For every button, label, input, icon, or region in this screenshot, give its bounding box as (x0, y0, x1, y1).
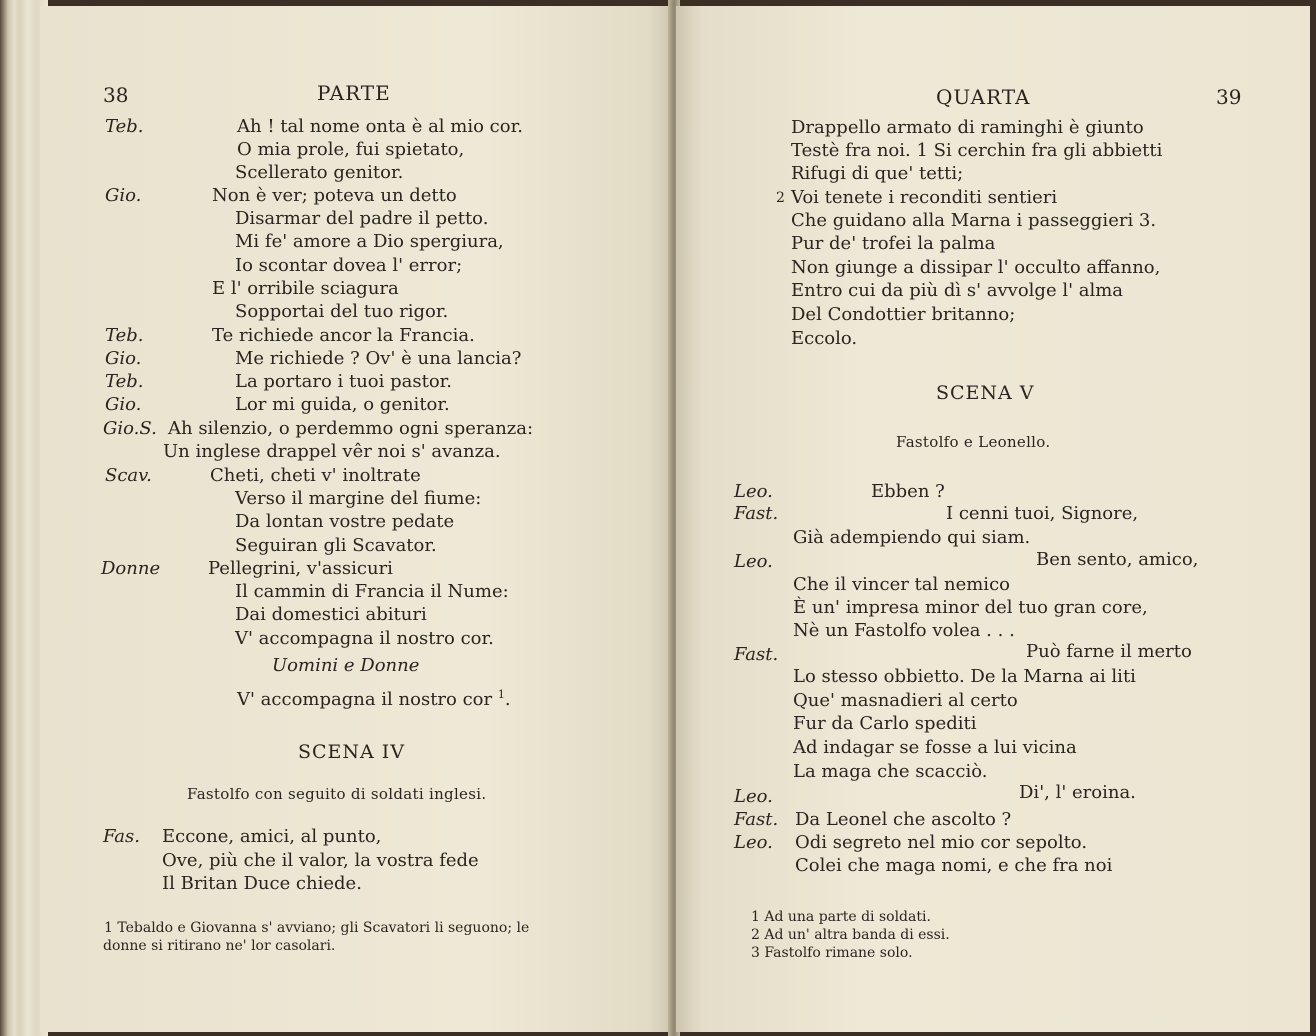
chorus-label: Uomini e Donne (272, 655, 420, 676)
verse-line: Scellerato genitor. (235, 162, 404, 183)
footnote: 1 Tebaldo e Giovanna s' avviano; gli Scavatori li seguono; le (104, 920, 530, 936)
verse-line: Ben sento, amico, (1036, 549, 1199, 570)
footnote: 2 Ad un' altra banda di essi. (751, 927, 950, 943)
verse-line: La maga che scacciò. (793, 761, 988, 782)
verse-line: O mia prole, fui spietato, (237, 139, 465, 160)
scene-title: SCENA V (936, 382, 1035, 404)
verse-line: Che guidano alla Marna i passeggieri 3. (791, 210, 1157, 231)
verse-line: Disarmar del padre il petto. (235, 208, 489, 229)
verse-line: Me richiede ? Ov' è una lancia? (235, 348, 522, 369)
verse-line: E l' orribile sciagura (212, 278, 399, 299)
right-page-number: 39 (1216, 85, 1242, 109)
verse-line: Il Britan Duce chiede. (162, 873, 362, 894)
verse-line: Lo stesso obbietto. De la Marna ai liti (793, 666, 1136, 687)
verse-line: Ove, più che il valor, la vostra fede (162, 850, 479, 871)
right-running-head: QUARTA (936, 85, 1031, 109)
verse-line: Non è ver; poteva un detto (212, 185, 457, 206)
footnote: 3 Fastolfo rimane solo. (751, 945, 913, 961)
verse-line: Sopportai del tuo rigor. (235, 301, 449, 322)
verse-line: Drappello armato di raminghi è giunto (791, 117, 1144, 138)
verse-line: Ebben ? (871, 481, 945, 502)
speaker-label: Gio.S. (103, 418, 157, 439)
speaker-label: Gio. (105, 185, 142, 206)
footnote: 1 Ad una parte di soldati. (751, 909, 931, 925)
verse-line: Che il vincer tal nemico (793, 574, 1010, 595)
speaker-label: Fast. (734, 503, 779, 524)
verse-line: Io scontar dovea l' error; (235, 255, 463, 276)
verse-line: Cheti, cheti v' inoltrate (210, 465, 421, 486)
verse-line: Da Leonel che ascolto ? (795, 809, 1012, 830)
speaker-label: Teb. (105, 116, 144, 137)
scene-direction: Fastolfo con seguito di soldati inglesi. (187, 785, 487, 803)
verse-line: Già adempiendo qui siam. (793, 527, 1031, 548)
verse-line: Pur de' trofei la palma (791, 233, 996, 254)
verse-line: Odi segreto nel mio cor sepolto. (795, 832, 1088, 853)
speaker-label: Teb. (105, 325, 144, 346)
verse-line: Mi fe' amore a Dio spergiura, (235, 231, 504, 252)
verse-line: Pellegrini, v'assicuri (208, 558, 393, 579)
verse-line: Dai domestici abituri (235, 604, 427, 625)
speaker-label: Fas. (103, 826, 140, 847)
verse-line: V' accompagna il nostro cor. (235, 628, 494, 649)
verse-line: Fur da Carlo spediti (793, 713, 977, 734)
chorus-line: V' accompagna il nostro cor $^1$. (237, 688, 511, 710)
left-page-number: 38 (103, 83, 129, 107)
verse-line: Voi tenete i reconditi sentieri (791, 187, 1058, 208)
speaker-label: Gio. (105, 394, 142, 415)
footnote: donne si ritirano ne' lor casolari. (103, 938, 336, 954)
speaker-label: Leo. (734, 786, 773, 807)
footnote-marker: 2 (776, 190, 785, 206)
speaker-label: Fast. (734, 644, 779, 665)
verse-line: Seguiran gli Scavator. (235, 535, 437, 556)
verse-line: Colei che maga nomi, e che fra noi (795, 855, 1113, 876)
verse-line: Verso il margine del fiume: (235, 488, 482, 509)
verse-line: Ah ! tal nome onta è al mio cor. (237, 116, 523, 137)
verse-line: Può farne il merto (1026, 641, 1192, 662)
verse-line: Que' masnadieri al certo (793, 690, 1018, 711)
verse-line: Te richiede ancor la Francia. (212, 325, 475, 346)
verse-line: Un inglese drappel vêr noi s' avanza. (163, 441, 501, 462)
scene-title: SCENA IV (298, 741, 406, 763)
speaker-label: Fast. (734, 809, 779, 830)
verse-line: I cenni tuoi, Signore, (946, 503, 1139, 524)
left-running-head: PARTE (317, 81, 391, 105)
verse-line: Entro cui da più dì s' avvolge l' alma (791, 280, 1124, 301)
verse-line: Da lontan vostre pedate (235, 511, 455, 532)
verse-line: Rifugi di que' tetti; (791, 163, 964, 184)
verse-line: Eccolo. (791, 328, 858, 349)
scene-direction: Fastolfo e Leonello. (896, 433, 1051, 451)
verse-line: Ah silenzio, o perdemmo ogni speranza: (168, 418, 534, 439)
verse-line: Il cammin di Francia il Nume: (235, 581, 509, 602)
verse-line: È un' impresa minor del tuo gran core, (793, 597, 1148, 618)
speaker-label: Donne (101, 558, 161, 579)
verse-line: Eccone, amici, al punto, (162, 826, 382, 847)
verse-line: Nè un Fastolfo volea . . . (793, 620, 1015, 641)
verse-line: Testè fra noi. 1 Si cerchin fra gli abbietti (791, 140, 1163, 161)
verse-line: Non giunge a dissipar l' occulto affanno, (791, 257, 1161, 278)
speaker-label: Scav. (105, 465, 152, 486)
verse-line: Del Condottier britanno; (791, 304, 1016, 325)
footnote-marker: 1 (497, 688, 505, 701)
speaker-label: Leo. (734, 551, 773, 572)
speaker-label: Gio. (105, 348, 142, 369)
speaker-label: Teb. (105, 371, 144, 392)
verse-line: La portaro i tuoi pastor. (235, 371, 453, 392)
verse-line: Ad indagar se fosse a lui vicina (793, 737, 1077, 758)
speaker-label: Leo. (734, 481, 773, 502)
verse-line: Lor mi guida, o genitor. (235, 394, 450, 415)
speaker-label: Leo. (734, 832, 773, 853)
verse-line: Di', l' eroina. (1019, 782, 1136, 803)
